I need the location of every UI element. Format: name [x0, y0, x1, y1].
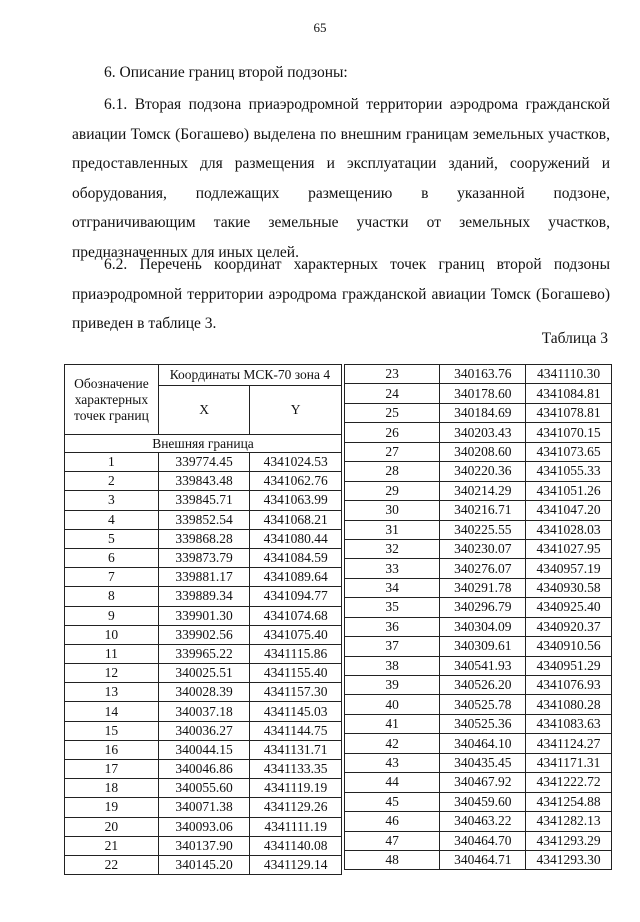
- x-header: X: [158, 386, 250, 435]
- section-heading: 6. Описание границ второй подзоны:: [104, 64, 348, 81]
- x-cell: 339843.48: [158, 472, 250, 491]
- table-row: [65, 817, 342, 836]
- paragraph-6-2: [72, 250, 610, 339]
- section-row: [65, 435, 342, 453]
- x-cell: 340093.06: [158, 817, 250, 836]
- x-cell: 340044.15: [158, 740, 250, 759]
- point-id-cell: 42: [345, 734, 440, 753]
- table-row: [345, 403, 612, 422]
- x-cell: 340028.39: [158, 683, 250, 702]
- point-id-cell: 14: [65, 702, 159, 721]
- point-id-cell: 12: [65, 664, 159, 683]
- point-id-cell: 48: [345, 850, 440, 869]
- point-id-cell: 39: [345, 676, 440, 695]
- x-cell: 340276.07: [440, 559, 526, 578]
- page-number: 65: [313, 20, 327, 35]
- y-cell: 4341110.30: [526, 365, 612, 384]
- y-cell: 4341293.29: [526, 831, 612, 850]
- point-id-cell: 36: [345, 617, 440, 636]
- y-cell: 4341075.40: [250, 625, 342, 644]
- point-id-cell: 15: [65, 721, 159, 740]
- y-cell: 4341222.72: [526, 773, 612, 792]
- x-cell: 340525.36: [440, 714, 526, 733]
- y-cell: 4341055.33: [526, 462, 612, 481]
- y-cell: 4340920.37: [526, 617, 612, 636]
- table-row: [65, 740, 342, 759]
- x-cell: 340230.07: [440, 539, 526, 558]
- y-cell: 4341084.81: [526, 384, 612, 403]
- point-id-cell: 21: [65, 836, 159, 855]
- table-row: [345, 598, 612, 617]
- table-row: [65, 760, 342, 779]
- table-row: [65, 855, 342, 874]
- x-cell: 339774.45: [158, 453, 250, 472]
- y-cell: 4341155.40: [250, 664, 342, 683]
- point-id-cell: 38: [345, 656, 440, 675]
- y-cell: 4341129.26: [250, 798, 342, 817]
- table-row: [65, 510, 342, 529]
- x-cell: 339902.56: [158, 625, 250, 644]
- point-id-cell: 7: [65, 568, 159, 587]
- coords-header: Координаты МСК-70 зона 4: [158, 365, 341, 386]
- table-row: [345, 481, 612, 500]
- table-row: [65, 453, 342, 472]
- y-cell: 4341293.30: [526, 850, 612, 869]
- table-row: [65, 625, 342, 644]
- table-row: [65, 606, 342, 625]
- y-cell: 4341080.44: [250, 529, 342, 548]
- point-id-cell: 28: [345, 462, 440, 481]
- point-id-cell: 2: [65, 472, 159, 491]
- table-row: [65, 683, 342, 702]
- table-row: [345, 365, 612, 384]
- point-id-cell: 40: [345, 695, 440, 714]
- x-cell: 339868.28: [158, 529, 250, 548]
- point-id-cell: 33: [345, 559, 440, 578]
- x-cell: 340304.09: [440, 617, 526, 636]
- x-cell: 339881.17: [158, 568, 250, 587]
- x-cell: 340216.71: [440, 501, 526, 520]
- y-cell: 4341131.71: [250, 740, 342, 759]
- table-row: [65, 568, 342, 587]
- table-row: [345, 501, 612, 520]
- y-cell: 4341171.31: [526, 753, 612, 772]
- y-cell: 4341051.26: [526, 481, 612, 500]
- point-id-cell: 30: [345, 501, 440, 520]
- table-row: [345, 559, 612, 578]
- x-cell: 340291.78: [440, 578, 526, 597]
- table-row: [345, 773, 612, 792]
- y-cell: 4341070.15: [526, 423, 612, 442]
- point-id-cell: 5: [65, 529, 159, 548]
- table-row: [345, 520, 612, 539]
- y-cell: 4341027.95: [526, 539, 612, 558]
- point-id-cell: 19: [65, 798, 159, 817]
- table-header-row: [65, 365, 342, 386]
- y-cell: 4341282.13: [526, 812, 612, 831]
- paragraph-6-1-text: 6.1. Вторая подзона приаэродромной территории аэродрома гражданской авиации Томск (Богашево) выделена по внешним границам земельных участков, предоставленных для размещения и эксплуатации зданий, сооружений и оборудования, подлежащих размещению в указанной подзоне, отграничивающим такие земельные участки от земельных участков, предназначенных для иных целей.: [72, 96, 610, 261]
- y-cell: 4341111.19: [250, 817, 342, 836]
- x-cell: 340525.78: [440, 695, 526, 714]
- table-row: [345, 539, 612, 558]
- table-row: [345, 637, 612, 656]
- x-cell: 340137.90: [158, 836, 250, 855]
- table-row: [65, 472, 342, 491]
- table-row: [65, 779, 342, 798]
- y-cell: 4341129.14: [250, 855, 342, 874]
- y-cell: 4341078.81: [526, 403, 612, 422]
- table-row: [65, 836, 342, 855]
- x-cell: 340208.60: [440, 442, 526, 461]
- point-id-cell: 3: [65, 491, 159, 510]
- table-row: [345, 578, 612, 597]
- point-id-cell: 43: [345, 753, 440, 772]
- point-id-cell: 10: [65, 625, 159, 644]
- table-row: [345, 812, 612, 831]
- table-row: [345, 384, 612, 403]
- y-cell: 4341080.28: [526, 695, 612, 714]
- table-row: [65, 721, 342, 740]
- point-id-cell: 45: [345, 792, 440, 811]
- x-cell: 340464.71: [440, 850, 526, 869]
- point-id-cell: 29: [345, 481, 440, 500]
- table-row: [65, 798, 342, 817]
- point-id-cell: 46: [345, 812, 440, 831]
- table-caption: Таблица 3: [541, 330, 608, 347]
- x-cell: 339873.79: [158, 548, 250, 567]
- x-cell: 339845.71: [158, 491, 250, 510]
- table-row: [65, 491, 342, 510]
- x-cell: 340435.45: [440, 753, 526, 772]
- point-id-cell: 6: [65, 548, 159, 567]
- y-cell: 4340951.29: [526, 656, 612, 675]
- table-row: [65, 644, 342, 663]
- point-id-cell: 27: [345, 442, 440, 461]
- x-cell: 339965.22: [158, 644, 250, 663]
- y-cell: 4341254.88: [526, 792, 612, 811]
- point-id-cell: 22: [65, 855, 159, 874]
- table-row: [345, 442, 612, 461]
- table-row: [345, 462, 612, 481]
- x-cell: 340025.51: [158, 664, 250, 683]
- y-cell: 4341124.27: [526, 734, 612, 753]
- x-cell: 340071.38: [158, 798, 250, 817]
- x-cell: 339852.54: [158, 510, 250, 529]
- x-cell: 340459.60: [440, 792, 526, 811]
- point-header: Обозначение характерных точек границ: [65, 365, 159, 435]
- x-cell: 340145.20: [158, 855, 250, 874]
- y-cell: 4341094.77: [250, 587, 342, 606]
- x-cell: 340203.43: [440, 423, 526, 442]
- table-row: [345, 656, 612, 675]
- point-id-cell: 18: [65, 779, 159, 798]
- x-cell: 339889.34: [158, 587, 250, 606]
- y-cell: 4341144.75: [250, 721, 342, 740]
- y-cell: 4341145.03: [250, 702, 342, 721]
- table-row: [345, 734, 612, 753]
- point-id-cell: 13: [65, 683, 159, 702]
- x-cell: 340214.29: [440, 481, 526, 500]
- point-id-cell: 35: [345, 598, 440, 617]
- x-cell: 340464.70: [440, 831, 526, 850]
- table-row: [65, 548, 342, 567]
- point-id-cell: 25: [345, 403, 440, 422]
- x-cell: 340541.93: [440, 656, 526, 675]
- x-cell: 340055.60: [158, 779, 250, 798]
- y-cell: 4341140.08: [250, 836, 342, 855]
- table-row: [345, 423, 612, 442]
- point-id-cell: 44: [345, 773, 440, 792]
- coordinates-table-left: [64, 364, 342, 875]
- point-id-cell: 37: [345, 637, 440, 656]
- x-cell: 340220.36: [440, 462, 526, 481]
- point-id-cell: 17: [65, 760, 159, 779]
- point-id-cell: 11: [65, 644, 159, 663]
- y-cell: 4341068.21: [250, 510, 342, 529]
- point-id-cell: 4: [65, 510, 159, 529]
- y-cell: 4340957.19: [526, 559, 612, 578]
- table-row: [345, 792, 612, 811]
- y-cell: 4341074.68: [250, 606, 342, 625]
- table-row: [345, 714, 612, 733]
- x-cell: 340309.61: [440, 637, 526, 656]
- point-id-cell: 26: [345, 423, 440, 442]
- table-row: [65, 664, 342, 683]
- paragraph-6-1: [72, 90, 610, 267]
- point-id-cell: 1: [65, 453, 159, 472]
- x-cell: 340178.60: [440, 384, 526, 403]
- point-id-cell: 8: [65, 587, 159, 606]
- x-cell: 340184.69: [440, 403, 526, 422]
- table-row: [65, 702, 342, 721]
- y-header: Y: [250, 386, 342, 435]
- y-cell: 4341157.30: [250, 683, 342, 702]
- y-cell: 4341083.63: [526, 714, 612, 733]
- paragraph-6-2-text: 6.2. Перечень координат характерных точек границ второй подзоны приаэродромной территории аэродрома гражданской авиации Томск (Богашево) приведен в таблице 3.: [72, 256, 610, 332]
- section-label: Внешняя граница: [65, 435, 342, 453]
- point-id-cell: 34: [345, 578, 440, 597]
- point-id-cell: 16: [65, 740, 159, 759]
- x-cell: 339901.30: [158, 606, 250, 625]
- point-id-cell: 23: [345, 365, 440, 384]
- point-id-cell: 31: [345, 520, 440, 539]
- y-cell: 4341028.03: [526, 520, 612, 539]
- x-cell: 340225.55: [440, 520, 526, 539]
- table-row: [345, 695, 612, 714]
- y-cell: 4341063.99: [250, 491, 342, 510]
- point-id-cell: 32: [345, 539, 440, 558]
- coordinates-table-right: [344, 364, 612, 870]
- x-cell: 340467.92: [440, 773, 526, 792]
- x-cell: 340526.20: [440, 676, 526, 695]
- y-cell: 4341089.64: [250, 568, 342, 587]
- y-cell: 4341076.93: [526, 676, 612, 695]
- point-id-cell: 20: [65, 817, 159, 836]
- table-row: [345, 831, 612, 850]
- table-row: [345, 676, 612, 695]
- x-cell: 340036.27: [158, 721, 250, 740]
- x-cell: 340464.10: [440, 734, 526, 753]
- x-cell: 340037.18: [158, 702, 250, 721]
- table-row: [345, 753, 612, 772]
- y-cell: 4341115.86: [250, 644, 342, 663]
- y-cell: 4340925.40: [526, 598, 612, 617]
- table-row: [65, 587, 342, 606]
- y-cell: 4341024.53: [250, 453, 342, 472]
- x-cell: 340296.79: [440, 598, 526, 617]
- point-id-cell: 41: [345, 714, 440, 733]
- x-cell: 340463.22: [440, 812, 526, 831]
- point-id-cell: 9: [65, 606, 159, 625]
- point-id-cell: 24: [345, 384, 440, 403]
- point-id-cell: 47: [345, 831, 440, 850]
- x-cell: 340163.76: [440, 365, 526, 384]
- y-cell: 4341133.35: [250, 760, 342, 779]
- x-cell: 340046.86: [158, 760, 250, 779]
- table-row: [65, 529, 342, 548]
- table-row: [345, 617, 612, 636]
- y-cell: 4341119.19: [250, 779, 342, 798]
- y-cell: 4341073.65: [526, 442, 612, 461]
- y-cell: 4341047.20: [526, 501, 612, 520]
- y-cell: 4340910.56: [526, 637, 612, 656]
- y-cell: 4341062.76: [250, 472, 342, 491]
- y-cell: 4340930.58: [526, 578, 612, 597]
- table-row: [345, 850, 612, 869]
- y-cell: 4341084.59: [250, 548, 342, 567]
